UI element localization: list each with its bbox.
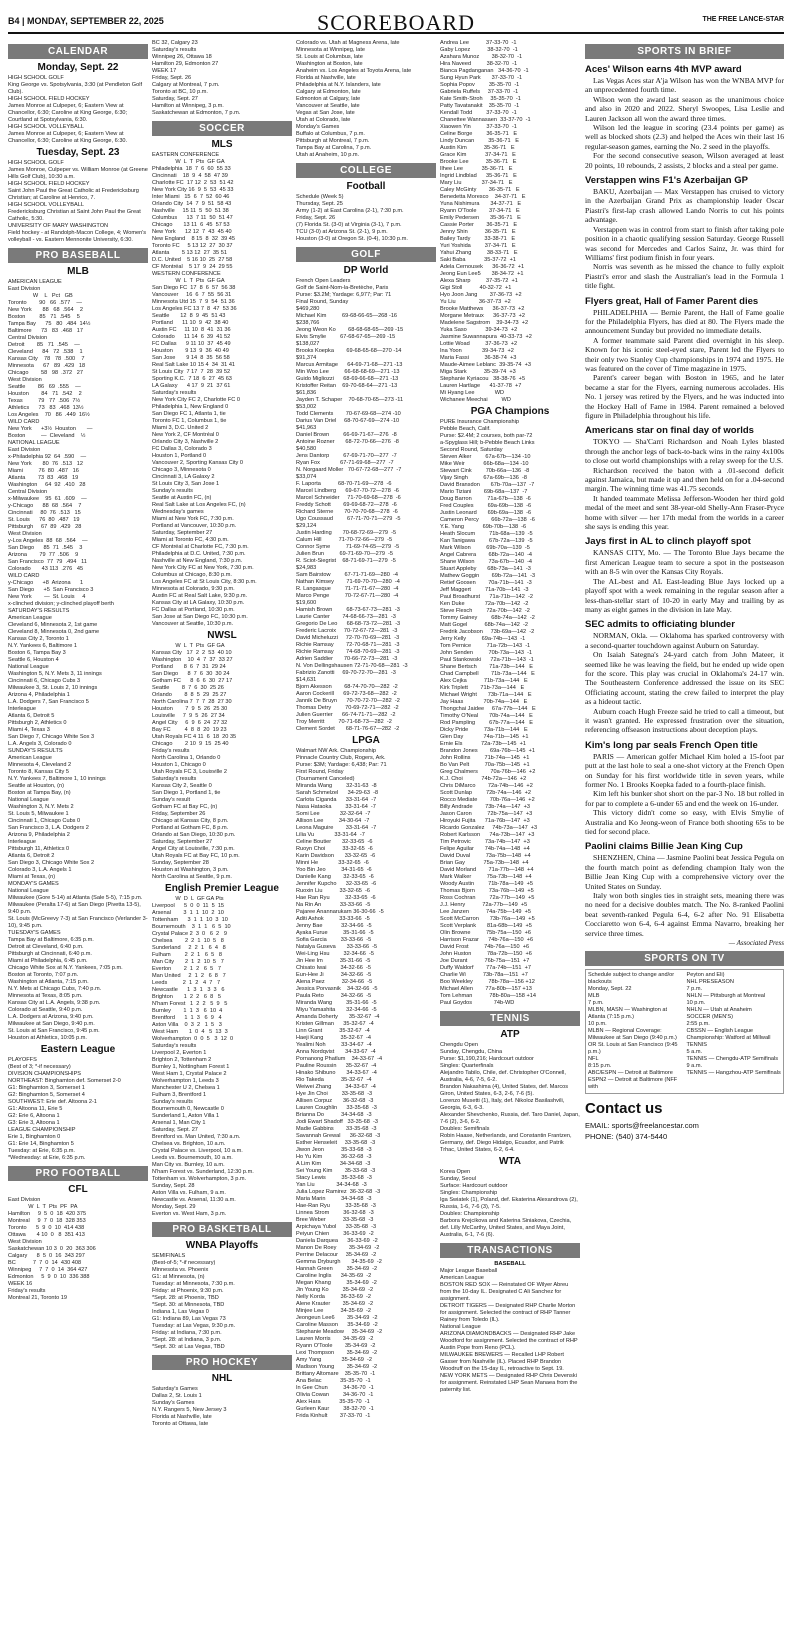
brief-paragraph: It handed teammate Melissa Jefferson-Wooden her third gold medal of the meet and sent 38-year-old Shelly-Ann Fraser-Pryce home with silver — her 17th medal from the worlds in a career she says is ending this year. (585, 493, 784, 532)
brief-paragraph: KANSAS CITY, Mo. — The Toronto Blue Jays became the first American League team to secure a spot in the postseason with an 8-5 win over the Kansas City Royals. (585, 548, 784, 577)
brief-headline: SEC admits to officiating blunder (585, 619, 735, 631)
dp-world-title: DP World (343, 265, 389, 276)
nhl-title: NHL (211, 1373, 233, 1384)
calendar-header: CALENDAR (8, 44, 148, 59)
page-number: B4 | MONDAY, SEPTEMBER 22, 2025 (8, 16, 164, 26)
brief-paragraph: SHENZHEN, China — Jasmine Paolini beat Jessica Pegula on the fourth match point as defending champion Italy won the Billie Jean King Cup with a comprehensive victory over the United States on Sunday. (585, 853, 784, 891)
epl-title: English Premier League (165, 883, 279, 894)
brief-paragraph: PHILADELPHIA — Bernie Parent, the Hall of Fame goalie for the Philadelphia Flyers, has died at 80. The Flyers made the announcement Sunday but provided no immediate details. (585, 307, 784, 336)
brief-headline: Jays first in AL to clinch playoff spot (585, 536, 751, 548)
column-1 (8, 40, 148, 1632)
golf-header: GOLF (296, 247, 436, 262)
brief-paragraph: Norris was seventh as he missed the chance to fully exploit Piastri's error and slash the Australian's lead in the Formula 1 title fight. (585, 262, 784, 291)
brief-paragraph: Verstappen was in control from start to finish after taking pole position in a chaotic qualifying session Saturday. George Russell was second for Mercedes and Carlos Sainz, Jr. was third for Williams' first podium finish in four years. (585, 224, 784, 262)
lpga-leaders-continued: Andrea Lee 37-33-70 -1 Gaby Lopez 38-32-70 -1 Azahara Munoz 38-32-70 -1 Hira Naveed 38-32-70 -1 Bianca Pagdanganan 34-36-70 -1 Sung Hyun Park 37-33-70 -1 Sophia Popov 35-35-70 -1 Gabriela Ruffels 37-33-70 -1 Kate Smith-Stroh 35-35-70 -1 Patty Tavatanakit 35-35-70 -1 Kendall Todd 37-33-70 -1 Chanettee Wannasaen 33-37-70 -1 Xiaowen Yin 37-33-70 -1 Celine Borge 36-35-71 E Lindy Duncan 35-36-71 E Austin Kim 35-36-71 E Grace Kim 37-34-71 E Brooke Lee 35-36-71 E Ilhee Lee 35-36-71 E Ingrid Lindblad 35-36-71 E Mary Liu 37-34-71 E Caley McGinty 36-35-71 E Benedetta Moresco 34-37-71 E Yuna Nishimura 34-37-71 E Ryann O'Toole 37-34-71 E Emily Pedersen 35-36-71 E Cassie Porter 36-35-71 E Jenny Shin 36-35-71 E Bailey Tardy 33-38-71 E Yuri Yoshida 37-34-71 E Yahui Zhang 38-33-71 E Saki Baba 35-37-72 +1 Adela Cernousek 36-36-72 +1 Jeong Eun Lee5 38-34-72 +1 Alexa Sharp 37-35-72 +1 Gigi Stoll 40-32-72 +1 Hyo Joon Jang 37-36-73 +2 Yu Liu 36-37-73 +2 Brooke Matthews 36-37-73 +2 Morgane Metraux 36-37-73 +2 Madelene Sagstrom 39-34-73 +2 Yuka Saso 39-34-73 +2 Jasmine Suwannapura 40-33-73 +2 Lottie Woad 37-36-73 +2 Ina Yoon 39-34-73 +2 Maria Fassi 36-38-74 +3 Maude-Aimee Leblanc 39-35-74 +3 Miga Stark 35-39-74 +3 Stephanie Kyriacou 38-38-76 +5 Lauren Hartlage 41-37-78 +7 Mi Hyang Lee WD Wichanee Meechai WD (440, 40, 532, 403)
pro-baseball-header: PRO BASEBALL (8, 248, 148, 263)
contact-email[interactable]: EMAIL: sports@freelancestar.com (585, 1121, 699, 1131)
eastern-league-title: Eastern League (40, 1044, 116, 1055)
tv-schedule-right: Peyton and Eli) NHL PRESEASON 7 p.m. NHLN — Pittsburgh at Montreal 10 p.m. NHLN — Utah at Anaheim SOCCER (MEN'S) 2:55 p.m. CBSSN — English League Championship: Watford at Millwall TENNIS 5 a.m. TENNIS — Chengdu-ATP Semifinals 9 a.m. TENNIS — Hangzhou-ATP Semifinals (686, 972, 781, 1077)
transactions-list: Major League Baseball American League BOSTON RED SOX — Reinstated OF Wilyer Abreu from the 10-day IL. Designated C Ali Sanchez for assignment. DETROIT TIGERS — Designated RHP Charlie Morton for assignment. Selected the contract of RHP Tanner Rainey from Toledo (IL). National League ARIZONA DIAMONDBACKS — Designated RHP Jake Woodford for assignment. Selected the contract of RHP Austin Pope from Reno (PCL). MILWAUKEE BREWERS — Recalled LHP Robert Gasser from Nashville (IL). Placed RHP Brandon Woodruff on the 15-day IL, retroactive to Sept. 19. NEW YORK METS — Designated RHP Chris Devenski for assignment. Reinstated LHP Sean Manaea from the paternity list. (440, 1268, 578, 1394)
transactions-baseball-title: BASEBALL (494, 1261, 526, 1267)
nwsl-title: NWSL (207, 630, 237, 641)
brief-headline: Paolini claims Billie Jean King Cup (585, 841, 743, 853)
transactions-header: TRANSACTIONS (440, 1243, 580, 1258)
calendar-date-2: Tuesday, Sept. 23 (36, 147, 120, 158)
wnba-title: WNBA Playoffs (185, 1240, 259, 1251)
briefs-credit: — Associated Press (728, 939, 784, 948)
sports-on-tv-header: SPORTS ON TV (585, 951, 784, 966)
brief-headline: Verstappen wins F1's Azerbaijan GP (585, 175, 748, 187)
brief-paragraph: This victory didn't come so easy, with Elvis Smylie of Australia and Ko Jeong-weon of France both shooting 65s to be tied for second place. (585, 808, 784, 837)
football-title: Football (346, 181, 386, 192)
pga-champions-leaders: PURE Insurance Championship Pebble Beach, Calif. Purse: $2.4M; 2 courses, both par-72 a-Spyglass Hill; b-Pebble Beach Links Second Round, Saturday Steven Alker 67a-67b—134 -10 Mike Weir 66b-68a—134 -10 Stewart Cink 70b-66a—136 -8 Vijay Singh 67a-69b—136 -8 David Bransdon 67b-70a—137 -7 Mario Tiziani 69b-68a—137 -7 Doug Barron 71a-67b—138 -6 Fred Couples 69a-69b—138 -6 Justin Leonard 69b-69a—138 -6 Cameron Percy 66b-72a—138 -6 Y.E. Yang 69b-70b—138 -6 Heath Slocum 71b-68a—139 -5 Kan Tanigawa 67b-72a—139 -5 Mark Wilson 69b-70a—139 -5 Angel Cabrera 68b-72a—140 -4 Shane Wilson 73a-67b—140 -4 Stuart Appleby 68b-73a—141 -3 Mathew Goggin 69b-72a—141 -3 Retief Goosen 70a-71b—141 -3 Jeff Maggert 71a-70b—141 -3 Paul Broadhurst 71a-71b—142 -2 Ken Duke 72a-70b—142 -2 Steve Flesch 72a-70b—142 -2 Tommy Gainey 68b-74a—142 -2 Matt Gogel 68b-74a—142 -2 Fredrik Jacobson 73b-69a—142 -2 Jerry Kelly 69a-74b—143 -1 Tom Pernice 71a-72b—143 -1 John Senden 70b-73a—143 -1 Paul Stankowski 72a-71b—143 -1 Shane Bertsch 71a-73b—144 E Chad Campbell 71b-73a—144 E Alex Cejka 71b-73a—144 E Kirk Triplett 71b-73a—144 E Michael Wright 73b-71a—144 E Jay Haas 70b-74a—144 E Thongchai Jaidee 67a-77b—144 E Timothy O'Neal 70b-74a—144 E Rod Pampling 67b-77a—144 E Dicky Pride 73a-71b—144 E Glen Day 74a-71b—145 +1 Ernie Els 72a-73b—145 +1 Brandon Jones 69a-76b—145 +1 John Rollins 71b-74a—145 +1 Bo Van Pelt 70a-75b—145 +1 Greg Chalmers 70a-76b—146 +2 K.J. Choi 74b-72a—146 +2 Chris DiMarco 72a-74b—146 +2 Scott Dunlap 72b-74a—146 +2 Rocco Mediate 70b-76a—146 +2 Billy Andrade 73b-74a—147 +3 Jason Caron 72b-75a—147 +3 Hiroyuki Fujita 71a-76b—147 +3 Ricardo Gonzalez 74b-73a—147 +3 Robert Karlsson 74a-73b—147 +3 Tim Petrovic 73a-74b—147 +3 Felipe Aguilar 74b-74a—148 +4 David Duval 73a-75b—148 +4 Brian Gay 75a-73b—148 +4 David Morland 71a-77b—148 +4 Mark Walker 75a-73b—148 +4 Woody Austin 71b-78a—149 +5 Thomas Bjorn 73a-76b—149 +5 Ross Cochran 72a-77b—149 +5 J.J. Henry 72a-77b—149 +5 Lee Janzen 74a-75b—149 +5 Scott McCarron 73b-76a—149 +5 Scott Verplank 81a-68b—149 +5 Olin Browne 75b-75a—150 +6 Harrison Frazar 74b-76a—150 +6 David Frost 74b-76a—150 +6 John Huston 78a-72b—150 +6 Joe Durant 76b-75a—151 +7 Duffy Waldorf 77a-74b—151 +7 Charlie Wi 73b-78a—151 +7 Boo Weekley 78b-78a—156 +12 Michael Allen 77a-80b—157 +13 Tom Lehman 78b-80a—158 +14 Paul Goydos 74b-WD (440, 419, 538, 1006)
lpga-leaders: Walmart NW Ark. Championship Pinnacle Country Club, Rogers, Ark. Purse: $3M; Yardage: 6,438; Par: 71 First Round, Friday (Tournament Canceled) Miranda Wang 32-31-63 -8 Sarah Schmelzel 34-29-63 -8 Carlota Ciganda 33-31-64 -7 Nasa Hataoka 33-31-64 -7 Somi Lee 32-32-64 -7 Allison Lee 34-30-64 -7 Leona Maguire 33-31-64 -7 Lilia Vu 33-31-64 -7 Celine Boutier 32-33-65 -6 Ruoyn Choi 33-32-65 -6 Karin Davidson 33-32-65 -6 Minni He 33-32-65 -6 Yoo Bin Jeo 34-31-65 -6 Danielle Kang 32-33-65 -6 Jennifer Kupcho 32-33-65 -6 Ruoxin Liu 33-32-65 -6 Hae Ran Ryu 32-33-65 -6 Na Rin An 33-33-66 -5 Pajaree Anannarukarn 36-30-66 -5 Aditi Ashok 33-33-66 -5 Jenny Bae 32-34-66 -5 Ayaka Furue 35-31-66 -5 Sofia Garcia 33-33-66 -5 Natalya Guseva 33-33-66 -5 Wei-Ling Hsu 32-34-66 -5 Jin Hee Im 35-31-66 -5 Chisato Iwai 34-32-66 -5 Eun-Hee Ji 34-32-66 -5 Alena Paez 32-34-66 -5 Jessica Porvasnik 34-32-66 -5 Paula Reto 34-32-66 -5 Miranda Wang 35-31-66 -5 Miyu Yamashita 32-34-66 -5 Amanda Doherty 35-32-67 -4 Kristen Gillman 35-32-67 -4 Linn Grant 35-32-67 -4 Haeji Kang 35-32-67 -4 Yealimi Noh 33-34-67 -4 Anna Nordqvist 34-33-67 -4 Pornanong Phatlum 34-33-67 -4 Pauline Roussin 35-32-67 -4 Hinako Shibuno 34-33-67 -4 Rio Takeda 35-32-67 -4 Weiwei Zhang 34-33-67 -4 Hye Jin Choi 33-35-68 -3 Allisen Corpuz 36-32-68 -3 Lauren Coughlin 33-35-68 -3 Brianna Do 34-34-68 -3 Jodi Ewart Shadoff 33-35-68 -3 Madie Gabbins 33-35-68 -3 Savannah Grewal 36-32-68 -3 Esther Henseleit 33-35-68 -3 Jiwon Jeon 35-33-68 -3 Ho Yu Kim 36-32-68 -3 A Lim Kim 34-34-68 -3 Sei Young Kim 35-33-68 -3 Stacy Lewis 35-33-68 -3 Yan Liu 34-34-68 -3 Julia Lopez Ramirez 36-32-68 -3 Maria Marin 34-34-68 -3 Hae-Ran Ryu 33-35-68 -3 Linnea Strom 36-32-68 -3 Bree Weber 33-35-68 -3 Arpichaya Yubol 33-35-68 -3 Peiyun Chien 36-33-69 -2 Daniela Darquea 36-33-69 -2 Manon De Roey 35-34-69 -2 Perrine Delacour 35-34-69 -2 Gemma Dryburgh 34-35-69 -2 Hannah Green 35-34-69 -2 Caroline Inglis 34-35-69 -2 Megan Khang 35-34-69 -2 Jin Young Ko 35-34-69 -2 Nelly Korda 36-33-69 -2 Alene Krauter 35-34-69 -2 Minjee Lee 34-35-69 -2 Jeongeun Lee6 35-34-69 -2 Caroline Masson 35-34-69 -2 Stephanie Meadow 35-34-69 -2 Lauren Morris 34-35-69 -2 Ryann O'Toole 35-34-69 -2 Lexi Thompson 35-34-69 -2 Amy Yang 35-34-69 -2 Madison Young 35-34-69 -2 Brittany Altomare 35-35-70 -1 Ana Belac 35-35-70 -1 In Gee Chun 34-36-70 -1 Olivia Cowan 34-36-70 -1 Alex Hara 35-35-70 -1 Gurleen Kaur 38-32-70 -1 Frida Kinhult 37-33-70 -1 (296, 748, 387, 1419)
brief-headline: Aces' Wilson earns 4th MVP award (585, 64, 742, 75)
college-header: COLLEGE (296, 163, 436, 178)
contact-title: Contact us (585, 1100, 663, 1118)
brief-paragraph: Kim left his bunker shot short on the par-3 No. 18 but rolled in for par to complete a 6-under 65 and end the week on 16-under. (585, 789, 784, 808)
masthead (8, 10, 784, 34)
mls-standings: EASTERN CONFERENCE W L T Pts GF GA Philadelphia 18 7 6 60 55 33 Cincinnati 18 9 4 58 47 39 Charlotte FC 17 12 2 53 51 42 New York City 16 9 5 53 45 33 Inter Miami 15 6 7 52 60 46 Orlando City 14 7 9 51 58 43 Nashville 15 11 5 50 51 38 Columbus 13 7 11 50 51 47 Chicago 13 11 6 45 57 53 New York 12 12 7 43 45 40 New England 8 15 8 32 39 45 Toronto FC 5 13 12 27 30 37 Atlanta 5 13 12 27 35 51 D.C. United 5 16 10 25 27 58 CF Montréal 5 17 9 24 29 55 WESTERN CONFERENCE W L T Pts GF GA San Diego FC 17 8 6 57 56 38 Vancouver 16 6 7 55 56 31 Minnesota Utd 15 7 9 54 51 36 Los Angeles FC 13 7 8 47 53 36 Seattle 12 8 9 45 51 43 Portland 11 10 9 42 38 40 Austin FC 11 10 8 41 31 36 Colorado 11 14 6 39 41 52 FC Dallas 9 11 10 37 45 49 Houston 9 13 9 36 40 49 San Jose 9 14 8 35 56 58 Real Salt Lake 10 15 4 34 31 41 St Louis City 7 17 7 28 39 52 Sporting K.C. 7 18 6 27 45 63 LA Galaxy 4 17 9 21 37 61 Saturday's results New York City FC 2, Charlotte FC 0 Philadelphia 1, New England 0 San Diego FC 1, Atlanta 1, tie Toronto FC 1, Columbus 1, tie Miami 3, D.C. United 2 New York 2, CF Montréal 0 Orlando City 3, Nashville 2 FC Dallas 3, Colorado 3 Houston 1, Portland 0 Vancouver 2, Sporting Kansas City 0 Chicago 3, Minnesota 0 Cincinnati 3, LA Galaxy 2 St Louis City 3, San Jose 1 Sunday's results Seattle at Austin FC, (n) Real Salt Lake at Los Angeles FC, (n) Wednesday's games Miami at New York FC, 7:30 p.m. Portland at Vancouver, 10:30 p.m. Saturday, September 27 Miami at Toronto FC, 4:30 p.m. CF Montréal at Charlotte FC, 7:30 p.m. Philadelphia at D.C. United, 7:30 p.m. Nashville at New England, 7:30 p.m. New York City FC at New York, 7:30 p.m. Columbus at Chicago, 8:30 p.m. Los Angeles FC at St Louis City, 8:30 p.m. Minnesota at Colorado, 9:30 p.m. Austin FC at Real Salt Lake, 9:30 p.m. Kansas City at LA Galaxy, 10:30 p.m. FC Dallas at Portland, 10:30 p.m. San Jose at San Diego FC, 10:30 p.m. Vancouver at Seattle, 10:30 p.m. (152, 152, 257, 627)
brief-paragraph: For the second consecutive season, Wilson averaged at least 20 points, 10 rebounds, 2 assists, 2 blocks and a steal per game. (585, 151, 784, 170)
calendar-events-1: HIGH SCHOOL GOLF King George vs. Spotsylvania, 3:30 (at Pendleton Golf Club). HIGH SCHOOL FIELD HOCKEY James Monroe at Culpeper, 6; Eastern View at Chancellor, 6:30; Caroline at King George, 6:30; Courtland at Spotsylvania, 6:30. HIGH SCHOOL VOLLEYBALL James Monroe at Culpeper, 6; Eastern View at Chancellor, 6:30; Caroline at King George, 6:30. (8, 75, 143, 144)
contact-box (585, 1100, 784, 1142)
nhl-games-continued: Colorado vs. Utah at Magness Arena, late Minnesota at Winnipeg, late St. Louis at Columbus, late Washington at Boston, late Anaheim vs. Los Angeles at Toyota Arena, late Florida at Nashville, late Philadelphia at N.Y. Islanders, late Calgary at Edmonton, late Edmonton at Calgary, late Vancouver at Seattle, late Vegas at San Jose, late Utah at Colorado, late Monday's Games Buffalo at Columbus, 7 p.m. Pittsburgh at Montreal, 7 p.m. Tampa Bay at Carolina, 7 p.m. Utah at Anaheim, 10 p.m. (296, 40, 412, 158)
cfl-title: CFL (68, 1184, 88, 1195)
brief-paragraph: TOKYO — Sha'Carri Richardson and Noah Lyles blasted through the anchor legs of back-to-back wins in the rainy 4x100s to close out world championships with a relay sweep for the U.S. (585, 437, 784, 466)
wnba-playoffs: SEMIFINALS (Best-of-5; *-if necessary) Minnesota vs. Phoenix G1: at Minnesota, (n) Tuesday: at Minnesota, 7:30 p.m. Friday: at Phoenix, 9:30 p.m. *Sept. 28: at Phoenix, TBD *Sept. 30: at Minnesota, TBD Indiana 1, Las Vegas 0 G1: Indiana 89, Las Vegas 73 Tuesday: at Las Vegas, 9:30 p.m. Friday: at Indiana, 7:30 p.m. *Sept. 28: at Indiana, 3 p.m. *Sept. 30: at Las Vegas, TBD (152, 1253, 236, 1350)
lpga-title: LPGA (352, 735, 380, 746)
nwsl-standings: W L T Pts GF GA Kansas City 17 2 2 53 40 10 Washington 10 4 7 37 33 27 Portland 8 6 7 31 29 24 San Diego 8 7 6 30 30 24 Gotham FC 8 6 6 30 27 17 Seattle 8 7 6 30 25 26 Orlando 8 8 5 29 25 27 North Carolina 7 7 7 28 27 30 Houston 7 9 5 26 25 30 Louisville 7 9 5 26 27 34 Angel City 6 9 6 24 27 32 Bay FC 4 8 8 20 19 23 Utah Royals FC 4 11 6 18 20 35 Chicago 2 10 9 15 25 40 Friday's results North Carolina 1, Orlando 0 Houston 1, Chicago 0 Utah Royals FC 3, Louisville 2 Saturday's results Kansas City 2, Seattle 0 San Diego 1, Portland 1, tie Sunday's result Gotham FC at Bay FC, (n) Friday, September 26 Chicago at Kansas City, 8 p.m. Portland at Gotham FC, 8 p.m. Orlando at San Diego, 10:30 p.m. Saturday, September 27 Angel City at Louisville, 7:30 p.m. Utah Royals FC at Bay FC, 10 p.m. Sunday, September 28 Houston at Washington, 3 p.m. North Carolina at Seattle, 9 p.m. (152, 643, 240, 880)
atp-title: ATP (500, 1029, 520, 1040)
pro-basketball-header: PRO BASKETBALL (152, 1222, 292, 1237)
contact-phone: PHONE: (540) 374-5440 (585, 1132, 668, 1142)
column-5 (585, 40, 784, 1632)
mlb-standings: AMERICAN LEAGUE East Division W L Pct GB Toronto 90 66 .577 — New York 88 68 .564 2 Boston 85 71 .545 5 Tampa Bay 75 80 .484 14½ Baltimore 73 83 .468 17 Central Division Detroit 85 71 .545 — Cleveland 84 72 .538 1 Kansas City 78 78 .500 7 Minnesota 67 89 .429 18 Chicago 58 98 .372 27 West Division Seattle 86 69 .555 — Houston 84 71 .542 2 Texas 79 77 .506 7½ Athletics 73 83 .468 13½ Los Angeles 70 86 .449 16½ WILD CARD New York +3½ Houston — Boston — Cleveland ½ NATIONAL LEAGUE East Division x-Philadelphia 92 64 .590 — New York 80 76 .513 12 Miami 76 80 .487 16 Atlanta 73 83 .468 19 Washington 64 92 .410 28 Central Division x-Milwaukee 95 61 .609 — y-Chicago 88 68 .564 7 Cincinnati 80 76 .513 15 St. Louis 76 80 .487 19 Pittsburgh 67 89 .429 28 West Division y-Los Angeles 88 68 .564 — San Diego 85 71 .545 3 Arizona 79 77 .506 9 San Francisco 77 79 .494 11 Colorado 43 113 .276 45 WILD CARD y-Chicago +8 Arizona 1 San Diego +5 San Francisco 3 New York — St. Louis 4 x-clinched division; y-clinched playoff berth SATURDAY'S RESULTS American League Cleveland 6, Minnesota 2, 1st game Cleveland 8, Minnesota 0, 2nd game Kansas City 2, Toronto 1 N.Y. Yankees 6, Baltimore 1 Boston 6, Tampa Bay 3 Seattle 6, Houston 4 National League Washington 5, N.Y. Mets 3, 11 innings Cincinnati 6, Chicago Cubs 3 Milwaukee 3, St. Louis 2, 10 innings Arizona 4, Philadelphia 1 L.A. Dodgers 7, San Francisco 5 Interleague Atlanta 6, Detroit 5 Pittsburgh 2, Athletics 0 Miami 4, Texas 3 San Diego 7, Chicago White Sox 3 L.A. Angels 3, Colorado 0 SUNDAY'S RESULTS American League Minnesota 4, Cleveland 2 Toronto 8, Kansas City 5 N.Y. Yankees 7, Baltimore 1, 10 innings Seattle at Houston, (n) Boston at Tampa Bay, (n) National League Washington 3, N.Y. Mets 2 St. Louis 5, Milwaukee 1 Cincinnati 1, Chicago Cubs 0 San Francisco 3, L.A. Dodgers 2 Arizona 9, Philadelphia 2 Interleague Pittsburgh 11, Athletics 0 Atlanta 6, Detroit 2 San Diego 3, Chicago White Sox 2 Colorado 3, L.A. Angels 1 Miami at Texas, (n) MONDAY'S GAMES National League Milwaukee (Gore 5-14) at Atlanta (Sale 5-5), 7:15 p.m. Milwaukee (Peralta 17-6) at San Diego (Pivetta 13-5), 9:40 p.m. St. Louis (McGreevy 7-3) at San Francisco (Verlander 3-10), 9:45 p.m. TUESDAY'S GAMES Tampa Bay at Baltimore, 6:35 p.m. Detroit at Cleveland, 6:40 p.m. Pittsburgh at Cincinnati, 6:40 p.m. Miami at Philadelphia, 6:45 p.m. Chicago White Sox at N.Y. Yankees, 7:05 p.m. Boston at Toronto, 7:07 p.m. Washington at Atlanta, 7:15 p.m. N.Y. Mets at Chicago Cubs, 7:40 p.m. Minnesota at Texas, 8:05 p.m. Kansas City at L.A. Angels, 9:38 p.m. Colorado at Seattle, 9:40 p.m. L.A. Dodgers at Arizona, 9:40 p.m. Milwaukee at San Diego, 9:40 p.m. St. Louis at San Francisco, 9:45 p.m. Houston at Athletics, 10:05 p.m. (8, 279, 148, 1041)
french-open-leaders: French Open Leaders Golf de Saint-Nom-la-Bretèche, Paris Purse: $3.2M; Yardage: 6,977; Par: 71 Final Round, Sunday $469,280 Michael Kim 69-68-66-65—268 -16 $238,766 Jeong Weon Ko 68-68-68-65—269 -15 Elvis Smylie 67-68-67-65—269 -15 $138,027 Brooks Koepka 69-68-65-68—270 -14 $91,374 Marcus Armitage 64-69-71-68—271 -13 Min Woo Lee 66-68-68-69—271 -13 Guido Migliozzi 68-69-66-68—271 -13 Kristoffer Reitan 69-70-68-64—271 -13 $61,836 Jayden T. Schaper 70-68-70-65—273 -11 $53,002 Todd Clements 70-67-69-68—274 -10 Darius Van Driel 68-70-67-69—274 -10 $41,963 Daniel Brown 66-69-71-67—276 -8 Antoine Rozner 68-72-70-66—276 -8 $40,580 Jens Dantorp 67-69-71-70—277 -7 Ryan Fox 67-71-69-68—277 -7 N. Norgaard Moller 70-67-72-68—277 -7 $33,074 F. Laporta 68-70-71-69—278 -6 Marcel Lindberg 69-67-70-72—278 -6 Marcel Schneider 71-70-69-68—278 -6 Freddy Schott 69-69-68-72—278 -6 Richard Sterne 70-70-70-68—278 -6 Ugo Coussaud 67-71-70-71—279 -5 $29,124 Justin Harding 70-68-72-69—279 -5 Calum Hill 71-70-72-66—279 -5 Connor Syme 71-69-74-65—279 -5 Julien Brun 69-71-69-70—279 -5 R. Sciot-Siegrist 68-71-69-71—279 -5 $24,983 Sam Bairstow 67-71-71-69—280 -4 Nathan Kimsey 71-69-70-70—280 -4 R. Langasque 71-71-71-67—280 -4 Marco Penge 70-72-67-71—280 -4 $19,600 Hamish Brown 68-73-67-73—281 -3 Laurie Canter 74-68-66-73—281 -3 Gregorio De Leo 68-68-73-72—281 -3 Frederic Lacroix 70-72-67-72—281 -3 David Micheluzzi 72-70-70-69—281 -3 Richie Ramsay 72-70-68-71—281 -3 Richie Ramsay 74-68-70-69—281 -3 Adrien Saddier 70-66-72-73—281 -3 N. Von Dellingshausen 72-71-70-68—281 -3 Fabrizio Zanotti 69-70-72-70—281 -3 $14,631 Bjorn Akesson 68-74-70-70—282 -2 Aaron Cockerill 69-72-73-68—282 -2 Jannik De Bruyn 70-70-72-70—282 -2 Thomas Detry 70-69-72-71—282 -2 Julien Guerrier 66-74-71-71—282 -2 Troy Merritt 70-71-68-73—282 -2 Clement Sordet 68-71-76-67—282 -2 (296, 278, 408, 732)
wta-results: Korea Open Sunday, Seoul Surface: Hardcourt outdoor Singles: Championship Iga Swiatek (1), Poland, def. Ekaterina Alexandrova (2), Russia, 1-6, 7-6 (3), 7-5. Doubles: Championship Barbora Krejcikova and Katerina Siniakova, Czechia, def. Lilly McCarthy, United States, and Maya Joint, Australia, 6-1, 7-6 (6). (440, 1169, 578, 1238)
brief-paragraph: Wilson led the league in scoring (23.4 points per game) as well as blocked shots (2.3) and helped the Aces win their last 16 regular-season games, earning the No. 2 seed in the playoffs. (585, 123, 784, 151)
brief-paragraph: Parent's career began with Boston in 1965, and he later became a star for the Flyers, earning numerous accolades. His No. 1 jersey was retired by the Flyers, and he was inducted into the Hockey Hall of Fame in 1984. Parent remained a beloved figure in Philadelphia throughout his life. (585, 373, 784, 420)
brief-paragraph: PARIS — American golfer Michael Kim holed a 15-foot par putt at the last hole to seal a one-shot victory at the French Open on Sunday for his first worldwide title in seven years, while former No. 1 Brooks Koepka faded to a fourth-place finish. (585, 751, 784, 789)
column-4 (440, 40, 580, 1632)
pro-football-header: PRO FOOTBALL (8, 1166, 148, 1181)
tv-schedule-left: Schedule subject to change and/or blackouts Monday, Sept. 22 MLB 7 p.m. MLBN, MASN — Washington at Atlanta (7:15 p.m.) 10 p.m. MLBN — Regional Coverage: Milwaukee at San Diego (9:40 p.m.) OR St. Louis at San Francisco (9:45 p.m.) NFL 8:15 p.m. ABC/ESPN — Detroit at Baltimore ESPN2 — Detroit at Baltimore (NFF with (588, 972, 678, 1091)
brief-paragraph: Italy won both singles ties in straight sets, meaning there was no need for a decisive doubles match. The No. 8-ranked Paolini beat seventh-ranked Pegula 6-4, 6-2 after No. 91 Elisabetta Cocciaretto won 6-4, 6-4 against Emma Navarro, breaking her service three times. (585, 891, 784, 938)
wta-title: WTA (498, 1156, 522, 1167)
nhl-games: Saturday's Games Dallas 2, St. Louis 1 Sunday's Games N.Y. Rangers 5, New Jersey 3 Florida at Nashville, late Toronto at Ottawa, late (152, 1386, 227, 1427)
newspaper-name: THE FREE LANCE-STAR (702, 16, 784, 23)
epl-standings: W D L GF GA Pts Liverpool 5 0 0 11 5 15 Arsenal 3 1 1 10 2 10 Tottenham 3 1 1 10 3 10 Bournemouth 3 1 1 6 5 10 Crystal Palace 2 3 0 6 2 9 Chelsea 2 2 1 10 5 8 Sunderland 2 2 1 6 4 8 Fulham 2 2 1 6 5 8 Man City 2 1 2 10 5 7 Everton 2 1 2 6 5 7 Man United 2 1 2 6 8 7 Leeds 2 1 2 4 7 7 Newcastle 1 3 1 3 3 6 Brighton 1 2 2 6 8 5 N'ham Forest 1 2 2 5 9 5 Burnley 1 1 3 6 10 4 Brentford 1 1 3 6 9 4 Aston Villa 0 3 2 1 5 3 West Ham 1 0 4 5 13 3 Wolverhampton 0 0 5 3 12 0 Saturday's results Liverpool 2, Everton 1 Brighton 2, Tottenham 2 Burnley 1, Nottingham Forest 1 West Ham 1, Crystal Palace 2 Wolverhampton 1, Leeds 3 Manchester U 2, Chelsea 1 Fulham 3, Brentford 1 Sunday's results Bournemouth 0, Newcastle 0 Sunderland 1, Aston Villa 1 Arsenal 1, Man City 1 Saturday, Sept. 27 Brentford vs. Man United, 7:30 a.m. Chelsea vs. Brighton, 10 a.m. Crystal Palace vs. Liverpool, 10 a.m. Leeds vs. Bournemouth, 10 a.m. Man City vs. Burnley, 10 a.m. N'ham Forest vs. Sunderland, 12:30 p.m. Tottenham vs. Wolverhampton, 3 p.m. Sunday, Sept. 28 Aston Villa vs. Fulham, 9 a.m. Newcastle vs. Arsenal, 11:30 a.m. Monday, Sept. 29 Everton vs. West Ham, 3 p.m. (152, 896, 254, 1217)
column-3 (296, 40, 436, 1632)
brief-paragraph: Wilson won the award last season as the unanimous choice and also in 2020 and 2022. Sheryl Swoopes, Lisa Leslie and Lauren Jackson all won the award three times. (585, 94, 784, 123)
eastern-league-playoffs: PLAYOFFS (Best of 3; *-if necessary) DIVISION CHAMPIONSHIPS NORTHEAST: Binghamton def. Somerset 2-0 G1: Binghamton 3, Somerset 1 G2: Binghamton 5, Somerset 4 SOUTHWEST: Erie def. Altoona 2-1 G1: Altoona 11, Erie 5 G2: Erie 6, Altoona 1 G3: Erie 3, Altoona 1 LEAGUE CHAMPIONSHIP Erie 1, Binghamton 0 G1: Erie 14, Binghamton 5 Tuesday: at Erie, 6:35 p.m. *Wednesday: at Erie, 6:35 p.m. (8, 1057, 121, 1161)
brief-paragraph: BAKU, Azerbaijan — Max Verstappen has cruised to victory in the Azerbaijan Grand Prix as championship leader Oscar Piastri's first-lap crash allowed Lando Norris to cut his points advantage. (585, 187, 784, 225)
brief-headline: Flyers great, Hall of Famer Parent dies (585, 295, 759, 307)
cfl-standings: East Division W L T Pts PF PA Hamilton 9 5 0 18 420 375 Montreal 9 7 0 18 328 353 Toronto 5 9 0 10 414 438 Ottawa 4 10 0 8 351 413 West Division Saskatchewan 10 3 0 20 363 306 Calgary 8 5 0 16 343 297 BC 7 7 0 14 430 408 Winnipeg 7 7 0 14 364 427 Edmonton 5 9 0 10 336 388 WEEK 16 Friday's results Montreal 21, Toronto 19 (8, 1197, 96, 1301)
brief-paragraph: NORMAN, Okla. — Oklahoma has sparked controversy with a second-quarter touchdown against Auburn on Saturday. (585, 631, 784, 650)
brief-paragraph: Auburn coach Hugh Freeze said he tried to call a timeout, but it wasn't granted. He expressed frustration over the situation, referencing offseason instructions about deception plays. (585, 706, 784, 735)
column-2 (152, 40, 292, 1632)
atp-results: Chengdu Open Sunday, Chengdu, China Purse: $1,190,216; Hardcourt outdoor Singles: Quarterfinals Alejandro Tabilo, Chile, def. Christopher O'Connell, Australia, 4-6, 7-5, 6-2. Brandon Nakashima (4), United States, def. Marcos Giron, United States, 6-3, 2-6, 7-6 (5). Lorenzo Musetti (1), Italy, def. Nikoloz Basilashvili, Georgia, 6-3, 6-3. Alexander Shevchenko, Russia, def. Taro Daniel, Japan, 7-6 (2), 3-6, 6-2. Doubles: Semifinals Robin Haase, Netherlands, and Constantin Frantzen, Germany, def. Diego Hidalgo, Ecuador, and Patrik Trhac, United States, 6-2, 6-4. (440, 1042, 580, 1153)
soccer-header: SOCCER (152, 121, 292, 136)
briefs-list (585, 64, 784, 938)
tennis-header: TENNIS (440, 1011, 580, 1026)
brief-paragraph: On Isaiah Sategna's 24-yard catch from John Mateer, it seemed like he was leaving the field, but he ended up wide open for the score. This play was crucial in Oklahoma's 24-17 win. The Southeastern Conference addressed the issue on its SEC Officiating account, stating the crew failed to interpret the play as a hideout tactic. (585, 650, 784, 707)
page-title: SCOREBOARD (317, 10, 475, 35)
football-schedule: Schedule (Week 5) Thursday, Sept. 25 Army (1-2) at East Carolina (2-1), 7:30 p.m. Friday, Sept. 26 (7) Florida St. (3-0) at Virginia (3-1), 7 p.m. TCU (3-0) at Arizona St. (2-1), 9 p.m. Houston (3-0) at Oregon St. (0-4), 10:30 p.m. (296, 194, 408, 242)
brief-headline: Kim's long par seals French Open title (585, 739, 758, 751)
calendar-date-1: Monday, Sept. 22 (37, 62, 119, 73)
mlb-title: MLB (67, 266, 89, 277)
brief-paragraph: Richardson received the baton with a .01-second deficit against Jamaica, but made it up and then held on for a .04-second margin. The winning time was 41.75 seconds. (585, 465, 784, 494)
pga-champions-title: PGA Champions (470, 406, 550, 417)
brief-paragraph: Las Vegas Aces star A'ja Wilson has won the WNBA MVP for an unprecedented fourth time. (585, 76, 784, 95)
brief-paragraph: The AL-best and AL East-leading Blue Jays locked up a playoff spot with a week remaining in the regular season after a less-than-stellar start of 10-20 in early May and trailing by as many as eight games in the division in late May. (585, 576, 784, 614)
sports-in-brief-header: SPORTS IN BRIEF (585, 44, 784, 59)
tv-schedule (585, 969, 784, 1094)
brief-headline: Americans star on final day of worlds (585, 425, 754, 437)
calendar-events-2: HIGH SCHOOL GOLF James Monroe, Culpeper vs. William Monroe (at Greene Hills Golf Club), 10:30 a.m. HIGH SCHOOL FIELD HOCKEY Saint John Paul the Great Catholic at Fredericksburg Christian; at Caroline at Henrico, 7. HIGH SCHOOL VOLLEYBALL Fredericksburg Christian at Saint John Paul the Great Catholic, 5:30. UNIVERSITY OF MARY WASHINGTON Field hockey - at Randolph-Macon College, 4; Women's volleyball - vs. Eastern Mennonite University, 6:30. (8, 160, 148, 243)
cfl-schedule: BC 32, Calgary 23 Saturday's results Winnipeg 26, Ottawa 18 Hamilton 29, Edmonton 27 WEEK 17 Friday, Sept. 26 Calgary at Montreal, 7 p.m. Toronto at BC, 10 p.m. Saturday, Sept. 27 Hamilton at Winnipeg, 3 p.m. Saskatchewan at Edmonton, 7 p.m. (152, 40, 241, 116)
brief-paragraph: A former teammate said Parent died overnight in his sleep. Known for his iconic steel-eyed stare, Parent led the Flyers to their only two Stanley Cup championships in 1974 and 1975. He was featured on the cover of Time magazine in 1975. (585, 335, 784, 373)
pro-hockey-header: PRO HOCKEY (152, 1355, 292, 1370)
mls-title: MLS (211, 139, 233, 150)
